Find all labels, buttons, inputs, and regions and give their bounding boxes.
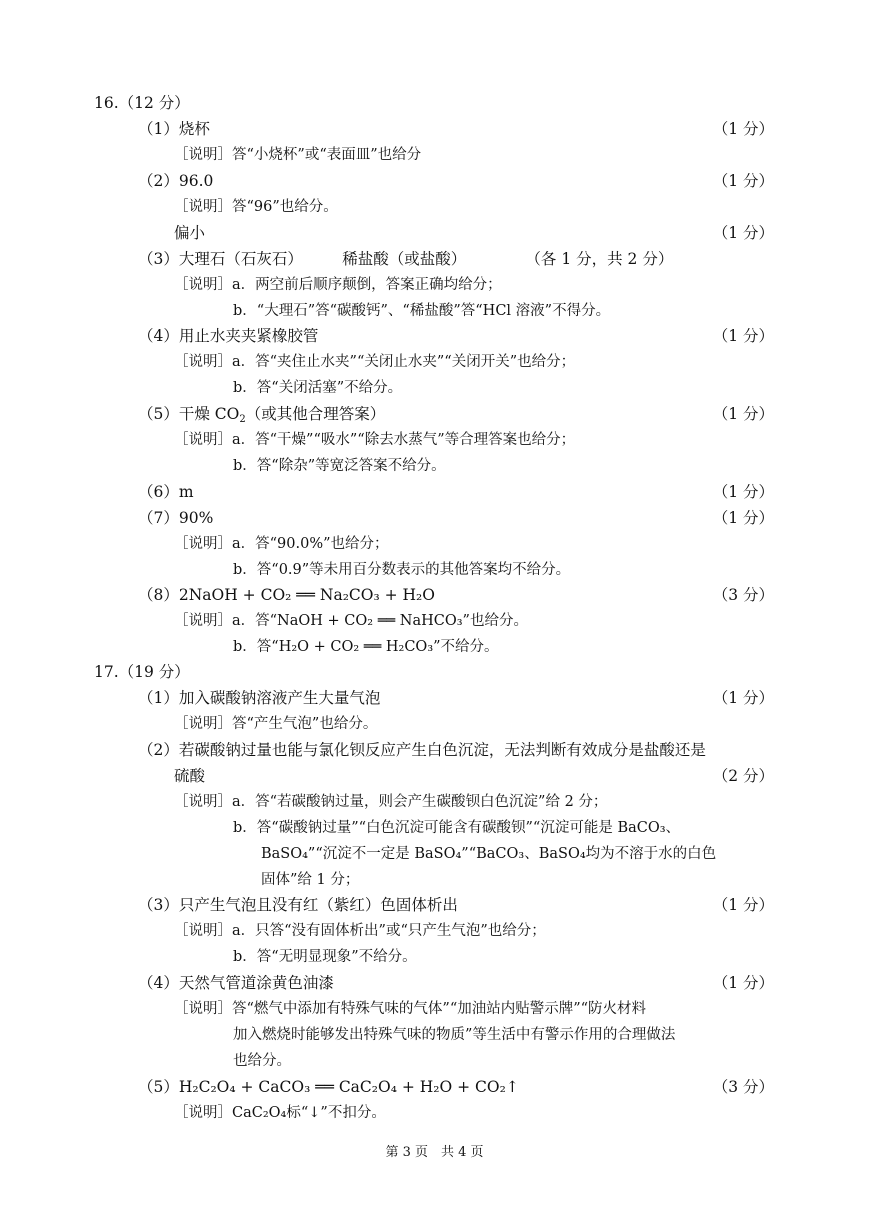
q16-part4-answer: （4）用止水夹夹紧橡胶管 — [138, 327, 319, 345]
q17-part2-note-a: ［说明］a．答“若碳酸钠过量，则会产生碳酸钡白色沉淀”给 2 分； — [174, 794, 608, 810]
q16-part8-note-a: ［说明］a．答“NaOH + CO₂ ══ NaHCO₃”也给分。 — [174, 613, 528, 629]
q16-heading: 16.（12 分） — [94, 94, 190, 112]
q16-part5-score: （1 分） — [712, 405, 774, 423]
q17-part4-answer: （4）天然气管道涂黄色油漆 — [138, 974, 334, 992]
q17-part4-note-line1: ［说明］答“燃气中添加有特殊气味的气体”“加油站内贴警示牌”“防火材料 — [174, 1001, 647, 1017]
q17-part3-answer: （3）只产生气泡且没有红（紫红）色固体析出 — [138, 896, 458, 914]
q17-part3-score: （1 分） — [712, 896, 774, 914]
q16-part8-score: （3 分） — [712, 586, 774, 604]
q16-part5-answer: （5）干燥 $CO_2$（或其他合理答案） — [138, 405, 386, 425]
q16-part3-note-b: b．“大理石”答“碳酸钙”、“稀盐酸”答“HCl 溶液”不得分。 — [233, 303, 611, 319]
q17-part2-score: （2 分） — [712, 767, 774, 785]
q16-part8-note-b: b．答“H₂O + CO₂ ══ H₂CO₃”不给分。 — [233, 639, 499, 655]
q17-heading: 17.（19 分） — [94, 663, 190, 681]
q17-part5-note: ［说明］CaC₂O₄标“↓”不扣分。 — [174, 1105, 386, 1121]
q17-part2-answer-line1: （2）若碳酸钠过量也能与氯化钡反应产生白色沉淀，无法判断有效成分是盐酸还是 — [138, 741, 706, 759]
q16-part1-score: （1 分） — [712, 120, 774, 138]
q16-part6-score: （1 分） — [712, 483, 774, 501]
q16-part1-answer: （1）烧杯 — [138, 120, 210, 138]
q17-part4-note-line2: 加入燃烧时能够发出特殊气味的物质”等生活中有警示作用的合理做法 — [233, 1027, 676, 1043]
q16-part7-note-a: ［说明］a．答“90.0%”也给分； — [174, 536, 389, 552]
q17-part1-answer: （1）加入碳酸钠溶液产生大量气泡 — [138, 689, 381, 707]
q16-part1-note: ［说明］答“小烧杯”或“表面皿”也给分 — [174, 147, 422, 163]
q17-part2-note-b3: 固体”给 1 分； — [261, 872, 360, 888]
q16-part2-extra: 偏小 — [174, 224, 206, 242]
page-footer: 第 3 页 共 4 页 — [385, 1145, 484, 1160]
q16-part4-score: （1 分） — [712, 327, 774, 345]
q16-part7-note-b: b．答“0.9”等未用百分数表示的其他答案均不给分。 — [233, 562, 571, 578]
q16-part2-score: （1 分） — [712, 172, 774, 190]
q16-part7-answer: （7）90% — [138, 509, 214, 527]
q17-part2-note-b2: BaSO₄”“沉淀不一定是 BaSO₄”“BaCO₃、BaSO₄均为不溶于水的白色 — [261, 846, 717, 862]
q17-part1-note: ［说明］答“产生气泡”也给分。 — [174, 716, 378, 732]
q16-part6-answer: （6）m — [138, 483, 194, 501]
q17-part4-score: （1 分） — [712, 974, 774, 992]
q16-part4-note-b: b．答“关闭活塞”不给分。 — [233, 380, 403, 396]
q17-part3-note-b: b．答“无明显现象”不给分。 — [233, 949, 417, 965]
q16-part3-answer: （3）大理石（石灰石） 稀盐酸（或盐酸） （各 1 分，共 2 分） — [138, 250, 674, 268]
q17-part2-answer-line2: 硫酸 — [174, 767, 206, 785]
q16-part7-score: （1 分） — [712, 509, 774, 527]
q17-part5-score: （3 分） — [712, 1078, 774, 1096]
q16-part2-note: ［说明］答“96”也给分。 — [174, 199, 338, 215]
q16-part5-note-b: b．答“除杂”等宽泛答案不给分。 — [233, 458, 446, 474]
q17-part4-note-line3: 也给分。 — [233, 1053, 291, 1069]
q16-part5-note-a: ［说明］a．答“干燥”“吸水”“除去水蒸气”等合理答案也给分； — [174, 432, 576, 448]
q17-part5-equation: （5）H₂C₂O₄ + CaCO₃ ══ CaC₂O₄ + H₂O + CO₂↑ — [138, 1078, 519, 1096]
q16-part2-answer: （2）96.0 — [138, 172, 214, 190]
q16-part3-note-a: ［说明］a．两空前后顺序颠倒，答案正确均给分； — [174, 277, 502, 293]
q16-part8-equation: （8）2NaOH + CO₂ ══ Na₂CO₃ + H₂O — [138, 586, 435, 604]
q17-part2-note-b1: b．答“碳酸钠过量”“白色沉淀可能含有碳酸钡”“沉淀可能是 BaCO₃、 — [233, 820, 681, 836]
q17-part1-score: （1 分） — [712, 689, 774, 707]
q17-part3-note-a: ［说明］a．只答“没有固体析出”或“只产生气泡”也给分； — [174, 923, 546, 939]
q16-part2-extra-score: （1 分） — [712, 224, 774, 242]
q16-part4-note-a: ［说明］a．答“夹住止水夹”“关闭止水夹”“关闭开关”也给分； — [174, 354, 576, 370]
